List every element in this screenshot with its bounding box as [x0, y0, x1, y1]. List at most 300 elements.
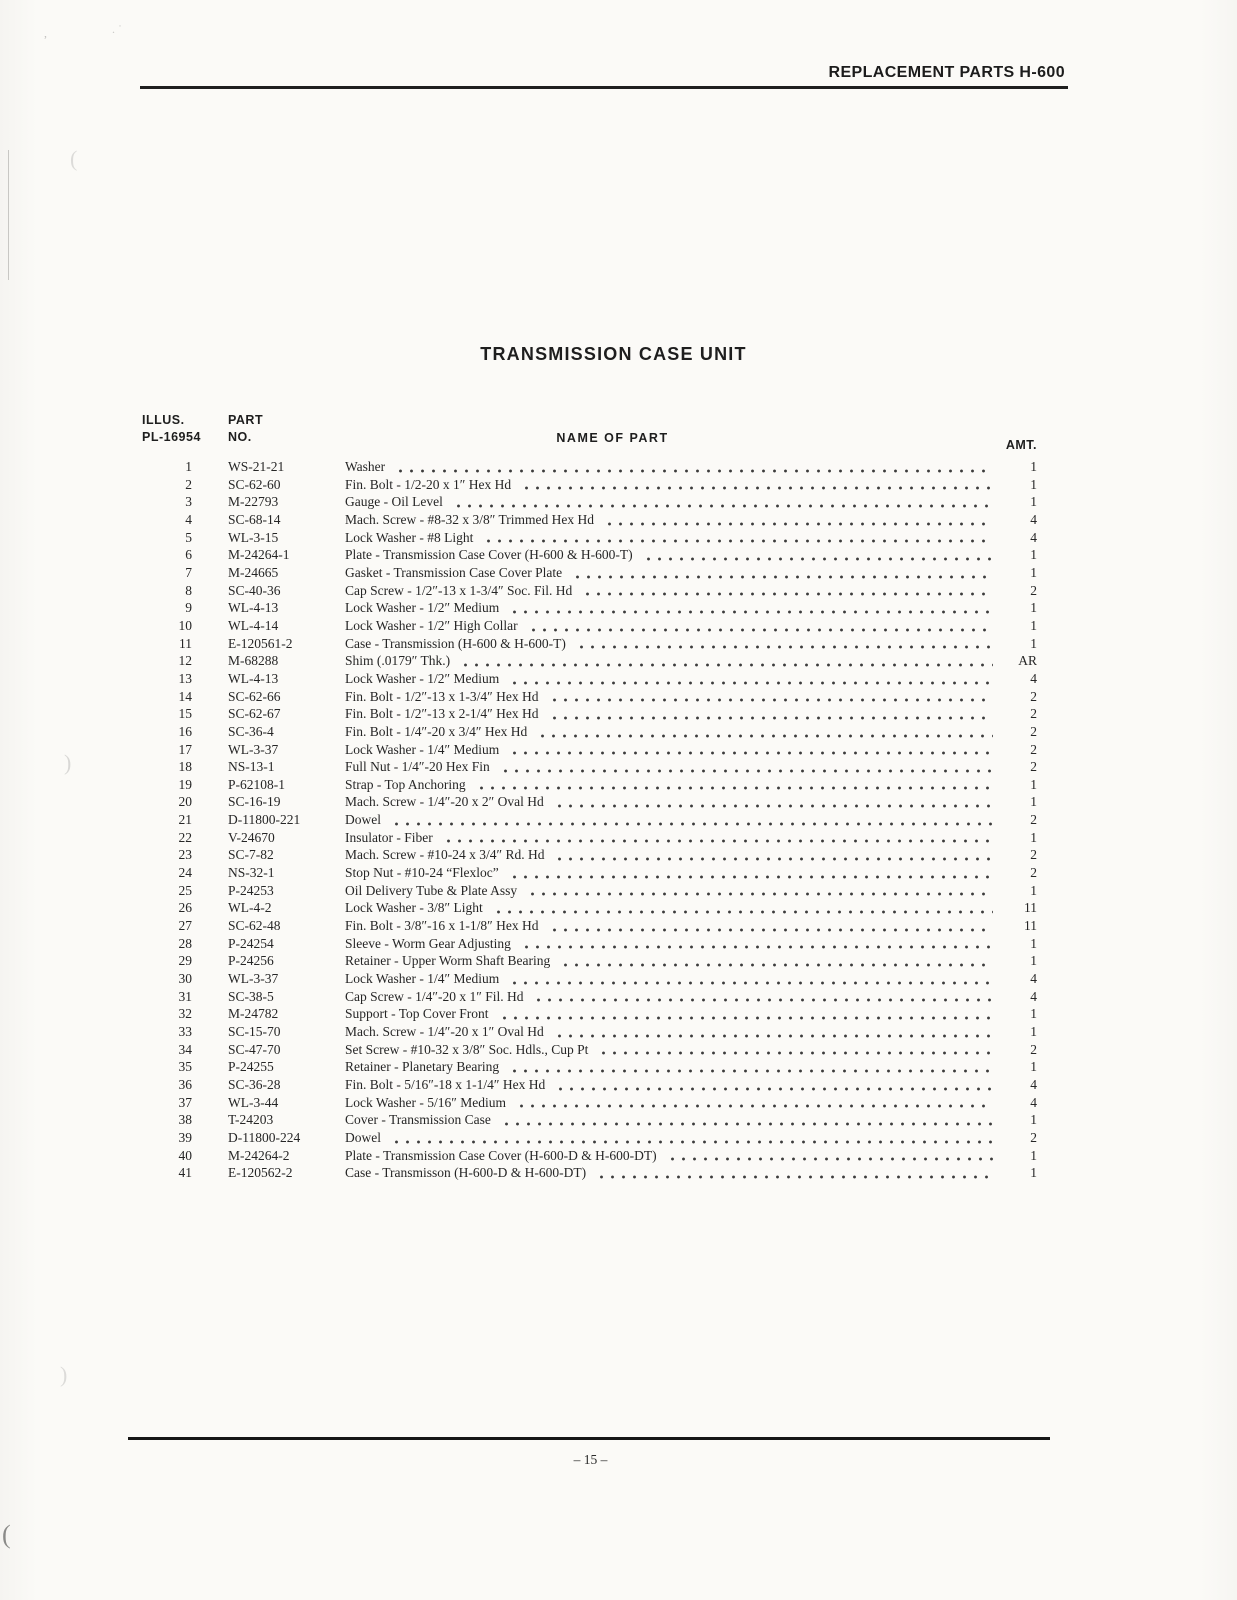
column-header-name: NAME OF PART	[556, 431, 669, 445]
table-row	[142, 1058, 1037, 1076]
part-name-cell	[345, 617, 1003, 635]
amount: 1	[1030, 547, 1037, 563]
amount: 1	[1030, 1165, 1037, 1181]
amount: 4	[1030, 670, 1037, 686]
dot-leader	[527, 892, 993, 896]
illus-number: 14	[178, 688, 192, 704]
amount: 2	[1030, 741, 1037, 757]
part-name: Mach. Screw - 1/4″-20 x 2″ Oval Hd	[345, 794, 544, 810]
part-name-cell	[345, 988, 1003, 1006]
part-number: M-68288	[228, 653, 279, 669]
amount: 2	[1030, 688, 1037, 704]
part-name-cell	[345, 811, 1003, 829]
part-name: Set Screw - #10-32 x 3/8″ Soc. Hdls., Cup Pt	[345, 1041, 589, 1057]
amount: 4	[1030, 988, 1037, 1004]
part-number: SC-62-60	[228, 476, 281, 492]
part-name-cell	[345, 864, 1003, 882]
illus-number: 40	[178, 1147, 192, 1163]
part-name: Washer	[345, 459, 386, 474]
illus-number: 10	[178, 617, 192, 633]
amount: 4	[1030, 1094, 1037, 1110]
amount: 1	[1030, 635, 1037, 651]
dot-leader	[537, 734, 993, 738]
part-number: WS-21-21	[228, 459, 285, 474]
header-rule	[140, 86, 1068, 89]
part-number: WL-3-37	[228, 741, 279, 757]
illus-number: 3	[185, 494, 192, 510]
part-number: P-24255	[228, 1059, 274, 1075]
dot-leader	[667, 1157, 993, 1161]
amount: 1	[1030, 1024, 1037, 1039]
part-name-cell	[345, 793, 1003, 811]
part-name-cell	[345, 935, 1003, 953]
amount: 2	[1030, 865, 1037, 881]
page-number: – 15 –	[573, 1452, 608, 1467]
dot-leader	[476, 786, 993, 790]
part-name-cell	[345, 970, 1003, 988]
table-row	[142, 652, 1037, 670]
table-row	[142, 1147, 1037, 1165]
page-header: REPLACEMENT PARTS H-600	[828, 64, 1065, 81]
column-header-illus-line2: PL-16954	[142, 430, 201, 444]
part-name-cell	[345, 952, 1003, 970]
illus-number: 35	[178, 1059, 192, 1075]
table-row	[142, 882, 1037, 900]
illus-number: 7	[185, 564, 192, 580]
part-name: Dowel	[345, 812, 381, 828]
amount: 11	[1024, 900, 1037, 916]
table-row	[142, 546, 1037, 564]
illus-number: 23	[178, 847, 192, 863]
part-name-cell	[345, 599, 1003, 617]
table-row	[142, 899, 1037, 917]
part-name: Fin. Bolt - 1/2″-13 x 2-1/4″ Hex Hd	[345, 706, 539, 722]
amount: 2	[1030, 1041, 1037, 1057]
illus-number: 29	[178, 953, 192, 969]
part-number: SC-15-70	[228, 1024, 281, 1039]
part-number: M-24264-1	[228, 547, 290, 563]
table-row	[142, 1129, 1037, 1147]
illus-number: 27	[178, 918, 192, 934]
table-row	[142, 758, 1037, 776]
part-number: SC-62-48	[228, 918, 281, 934]
amount: 1	[1030, 1147, 1037, 1163]
amount: 4	[1030, 529, 1037, 545]
table-row	[142, 617, 1037, 635]
part-name-cell	[345, 1111, 1003, 1129]
table-row	[142, 811, 1037, 829]
part-name: Fin. Bolt - 5/16″-18 x 1-1/4″ Hex Hd	[345, 1076, 546, 1092]
illus-number: 17	[178, 741, 192, 757]
dot-leader	[500, 769, 993, 773]
part-number: E-120561-2	[228, 635, 293, 651]
dot-leader	[582, 592, 993, 596]
table-row	[142, 458, 1037, 476]
table-row	[142, 864, 1037, 882]
part-number: V-24670	[228, 829, 275, 845]
part-number: WL-4-2	[228, 900, 272, 916]
table-row	[142, 1164, 1037, 1182]
amount: 1	[1030, 882, 1037, 898]
illus-number: 16	[178, 723, 192, 739]
illus-number: 25	[178, 882, 192, 898]
amount: 1	[1030, 564, 1037, 580]
table-row	[142, 1041, 1037, 1059]
part-name-cell	[345, 758, 1003, 776]
scan-artifact: . ˙	[112, 22, 122, 36]
amount: 2	[1030, 723, 1037, 739]
part-name: Mach. Screw - #10-24 x 3/4″ Rd. Hd	[345, 847, 545, 863]
table-row	[142, 511, 1037, 529]
amount: 1	[1030, 617, 1037, 633]
amount: 1	[1030, 1112, 1037, 1128]
dot-leader	[533, 998, 993, 1002]
part-name-cell	[345, 917, 1003, 935]
dot-leader	[509, 875, 993, 879]
part-number: WL-3-44	[228, 1094, 279, 1110]
part-number: SC-68-14	[228, 511, 281, 527]
dot-leader	[555, 1087, 993, 1091]
part-number: P-24256	[228, 953, 274, 969]
illus-number: 1	[185, 459, 192, 474]
amount: 2	[1030, 706, 1037, 722]
amount: 1	[1030, 459, 1037, 474]
table-row	[142, 688, 1037, 706]
part-number: M-24782	[228, 1006, 279, 1022]
dot-leader	[572, 575, 993, 579]
part-name: Mach. Screw - 1/4″-20 x 1″ Oval Hd	[345, 1024, 544, 1039]
part-number: SC-62-67	[228, 706, 281, 722]
dot-leader	[460, 663, 993, 667]
table-row	[142, 1111, 1037, 1129]
dot-leader	[509, 751, 993, 755]
dot-leader	[549, 698, 994, 702]
part-name: Lock Washer - 1/2″ Medium	[345, 670, 500, 686]
part-name: Insulator - Fiber	[345, 829, 433, 845]
table-row	[142, 935, 1037, 953]
dot-leader	[509, 1069, 993, 1073]
part-name: Cover - Transmission Case	[345, 1112, 491, 1128]
scan-artifact: )	[60, 1362, 68, 1387]
dot-leader	[509, 681, 993, 685]
part-name-cell	[345, 546, 1003, 564]
illus-number: 31	[178, 988, 192, 1004]
part-name: Shim (.0179″ Thk.)	[345, 653, 451, 669]
table-row	[142, 493, 1037, 511]
part-name-cell	[345, 1164, 1003, 1182]
table-row	[142, 793, 1037, 811]
dot-leader	[443, 839, 993, 843]
part-number: M-22793	[228, 494, 279, 510]
part-name-cell	[345, 1041, 1003, 1059]
part-name: Gauge - Oil Level	[345, 494, 443, 510]
table-header	[142, 412, 1037, 458]
part-number: SC-38-5	[228, 988, 274, 1004]
table-row	[142, 670, 1037, 688]
part-name: Lock Washer - #8 Light	[345, 529, 474, 545]
part-number: NS-13-1	[228, 759, 275, 775]
dot-leader	[509, 981, 993, 985]
part-number: P-24254	[228, 935, 274, 951]
table-row	[142, 582, 1037, 600]
part-number: T-24203	[228, 1112, 274, 1128]
part-name-cell	[345, 1058, 1003, 1076]
illus-number: 22	[178, 829, 192, 845]
part-name-cell	[345, 1129, 1003, 1147]
illus-number: 24	[178, 865, 192, 881]
part-name-cell	[345, 670, 1003, 688]
amount: 1	[1030, 476, 1037, 492]
dot-leader	[516, 1104, 993, 1108]
part-name-cell	[345, 1094, 1003, 1112]
part-name-cell	[345, 1147, 1003, 1165]
dot-leader	[493, 910, 993, 914]
amount: AR	[1018, 653, 1037, 669]
scan-artifact: (	[2, 1520, 11, 1549]
table-row	[142, 846, 1037, 864]
dot-leader	[391, 1140, 993, 1144]
part-name-cell	[345, 723, 1003, 741]
part-name-cell	[345, 705, 1003, 723]
part-number: WL-3-15	[228, 529, 279, 545]
part-name: Support - Top Cover Front	[345, 1006, 489, 1022]
amount: 2	[1030, 812, 1037, 828]
part-name-cell	[345, 652, 1003, 670]
table-row	[142, 970, 1037, 988]
footer-rule	[128, 1437, 1050, 1440]
part-name: Retainer - Planetary Bearing	[345, 1059, 500, 1075]
dot-leader	[549, 928, 994, 932]
illus-number: 37	[178, 1094, 192, 1110]
part-name: Oil Delivery Tube & Plate Assy	[345, 882, 518, 898]
illus-number: 6	[185, 547, 192, 563]
part-number: WL-4-13	[228, 670, 279, 686]
dot-leader	[596, 1175, 993, 1179]
part-name-cell	[345, 829, 1003, 847]
table-row	[142, 529, 1037, 547]
parts-table-body	[142, 458, 1037, 1182]
amount: 2	[1030, 847, 1037, 863]
illus-number: 34	[178, 1041, 192, 1057]
part-name: Retainer - Upper Worm Shaft Bearing	[345, 953, 551, 969]
part-name: Sleeve - Worm Gear Adjusting	[345, 935, 511, 951]
table-row	[142, 635, 1037, 653]
table-row	[142, 1023, 1037, 1041]
illus-number: 26	[178, 900, 192, 916]
part-name: Plate - Transmission Case Cover (H-600-D & H-600-DT)	[345, 1147, 657, 1163]
illus-number: 8	[185, 582, 192, 598]
part-name: Lock Washer - 1/2″ Medium	[345, 600, 500, 616]
part-name-cell	[345, 458, 1003, 476]
dot-leader	[395, 469, 993, 473]
illus-number: 28	[178, 935, 192, 951]
dot-leader	[554, 857, 993, 861]
part-number: E-120562-2	[228, 1165, 293, 1181]
dot-leader	[499, 1016, 993, 1020]
illus-number: 30	[178, 971, 192, 987]
part-number: M-24264-2	[228, 1147, 290, 1163]
part-number: SC-62-66	[228, 688, 281, 704]
part-number: P-24253	[228, 882, 274, 898]
table-row	[142, 952, 1037, 970]
part-number: SC-47-70	[228, 1041, 281, 1057]
dot-leader	[501, 1122, 993, 1126]
illus-number: 38	[178, 1112, 192, 1128]
part-name: Fin. Bolt - 1/2-20 x 1″ Hex Hd	[345, 476, 512, 492]
illus-number: 11	[179, 635, 192, 651]
dot-leader	[643, 557, 993, 561]
part-name: Lock Washer - 1/4″ Medium	[345, 971, 500, 987]
dot-leader	[604, 522, 993, 526]
part-number: SC-7-82	[228, 847, 274, 863]
part-name: Lock Washer - 1/4″ Medium	[345, 741, 500, 757]
part-name: Cap Screw - 1/4″-20 x 1″ Fil. Hd	[345, 988, 524, 1004]
part-name-cell	[345, 1005, 1003, 1023]
table-row	[142, 829, 1037, 847]
part-name: Dowel	[345, 1129, 381, 1145]
part-name-cell	[345, 582, 1003, 600]
part-name-cell	[345, 1023, 1003, 1041]
amount: 2	[1030, 1129, 1037, 1145]
dot-leader	[549, 716, 994, 720]
scan-edge-line	[8, 150, 9, 280]
dot-leader	[483, 539, 993, 543]
amount: 4	[1030, 1076, 1037, 1092]
column-header-amt: AMT.	[1005, 438, 1037, 452]
amount: 1	[1030, 1006, 1037, 1022]
amount: 2	[1030, 759, 1037, 775]
amount: 4	[1030, 511, 1037, 527]
table-row	[142, 741, 1037, 759]
table-row	[142, 917, 1037, 935]
part-name: Cap Screw - 1/2″-13 x 1-3/4″ Soc. Fil. Hd	[345, 582, 573, 598]
dot-leader	[554, 804, 993, 808]
dot-leader	[391, 822, 993, 826]
scan-artifact: (	[70, 146, 78, 171]
amount: 1	[1030, 829, 1037, 845]
illus-number: 20	[178, 794, 192, 810]
part-number: SC-36-4	[228, 723, 274, 739]
part-name: Lock Washer - 1/2″ High Collar	[345, 617, 518, 633]
part-name: Fin. Bolt - 3/8″-16 x 1-1/8″ Hex Hd	[345, 918, 539, 934]
page-title: TRANSMISSION CASE UNIT	[480, 344, 747, 364]
table-row	[142, 723, 1037, 741]
amount: 2	[1030, 582, 1037, 598]
amount: 1	[1030, 1059, 1037, 1075]
part-number: M-24665	[228, 564, 279, 580]
part-name: Case - Transmission (H-600 & H-600-T)	[345, 635, 566, 651]
part-name-cell	[345, 846, 1003, 864]
amount: 4	[1030, 971, 1037, 987]
illus-number: 41	[178, 1165, 192, 1181]
dot-leader	[521, 945, 993, 949]
illus-number: 13	[178, 670, 192, 686]
column-header-part-line1: PART	[228, 413, 264, 427]
illus-number: 15	[178, 706, 192, 722]
dot-leader	[509, 610, 993, 614]
dot-leader	[453, 504, 993, 508]
table-row	[142, 476, 1037, 494]
dot-leader	[528, 628, 993, 632]
part-name: Fin. Bolt - 1/4″-20 x 3/4″ Hex Hd	[345, 723, 528, 739]
part-number: WL-4-14	[228, 617, 279, 633]
part-name: Stop Nut - #10-24 “Flexloc”	[345, 865, 499, 881]
scan-artifact: ,	[44, 26, 47, 40]
amount: 11	[1024, 918, 1037, 934]
part-name: Lock Washer - 3/8″ Light	[345, 900, 483, 916]
dot-leader	[576, 645, 993, 649]
part-name: Plate - Transmission Case Cover (H-600 & H-600-T)	[345, 547, 633, 563]
part-name-cell	[345, 776, 1003, 794]
part-name-cell	[345, 511, 1003, 529]
dot-leader	[560, 963, 993, 967]
amount: 1	[1030, 935, 1037, 951]
illus-number: 4	[185, 511, 192, 527]
amount: 1	[1030, 600, 1037, 616]
part-name-cell	[345, 476, 1003, 494]
scan-artifact: )	[64, 750, 72, 775]
table-row	[142, 1076, 1037, 1094]
part-name-cell	[345, 899, 1003, 917]
part-number: D-11800-221	[228, 812, 301, 828]
part-name: Case - Transmisson (H-600-D & H-600-DT)	[345, 1165, 587, 1181]
part-number: SC-16-19	[228, 794, 281, 810]
illus-number: 32	[178, 1006, 192, 1022]
table-row	[142, 564, 1037, 582]
part-name-cell	[345, 688, 1003, 706]
table-row	[142, 776, 1037, 794]
column-header-illus-line1: ILLUS.	[142, 413, 185, 427]
dot-leader	[554, 1034, 993, 1038]
table-row	[142, 705, 1037, 723]
part-name: Strap - Top Anchoring	[345, 776, 466, 792]
column-header-part-line2: NO.	[228, 430, 252, 444]
table-row	[142, 988, 1037, 1006]
part-name: Fin. Bolt - 1/2″-13 x 1-3/4″ Hex Hd	[345, 688, 539, 704]
part-name-cell	[345, 1076, 1003, 1094]
illus-number: 5	[185, 529, 192, 545]
part-name-cell	[345, 741, 1003, 759]
part-name: Gasket - Transmission Case Cover Plate	[345, 564, 563, 580]
amount: 1	[1030, 794, 1037, 810]
part-name: Full Nut - 1/4″-20 Hex Fin	[345, 759, 490, 775]
illus-number: 33	[178, 1024, 192, 1039]
illus-number: 39	[178, 1129, 192, 1145]
part-name-cell	[345, 493, 1003, 511]
part-number: NS-32-1	[228, 865, 275, 881]
part-number: SC-40-36	[228, 582, 281, 598]
part-name-cell	[345, 529, 1003, 547]
dot-leader	[521, 486, 993, 490]
illus-number: 2	[185, 476, 192, 492]
part-name: Lock Washer - 5/16″ Medium	[345, 1094, 507, 1110]
illus-number: 21	[178, 812, 192, 828]
illus-number: 9	[185, 600, 192, 616]
part-name-cell	[345, 882, 1003, 900]
illus-number: 19	[178, 776, 192, 792]
table-row	[142, 1094, 1037, 1112]
part-name: Mach. Screw - #8-32 x 3/8″ Trimmed Hex Hd	[345, 511, 594, 527]
amount: 1	[1030, 494, 1037, 510]
part-number: WL-3-37	[228, 971, 279, 987]
part-number: SC-36-28	[228, 1076, 281, 1092]
table-row	[142, 1005, 1037, 1023]
part-name-cell	[345, 564, 1003, 582]
table-row	[142, 599, 1037, 617]
amount: 1	[1030, 953, 1037, 969]
dot-leader	[598, 1051, 993, 1055]
illus-number: 12	[178, 653, 192, 669]
